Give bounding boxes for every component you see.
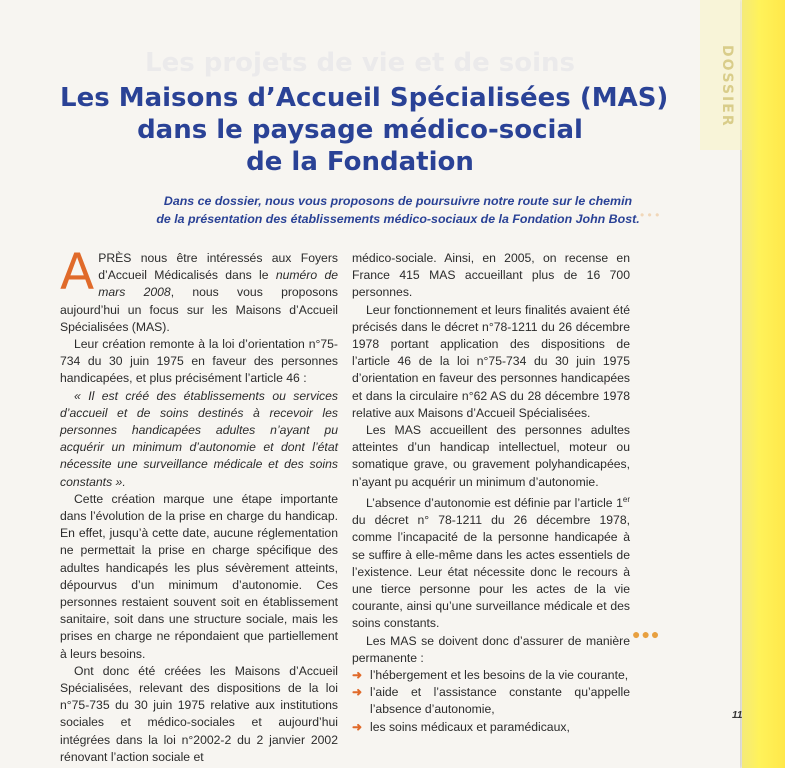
bullet-text: l’hébergement et les besoins de la vie courante,	[370, 667, 629, 682]
paragraph: Ont donc été créées les Maisons d’Accueil Spécialisées, relevant des dispositions de la loi n°75-735 du 30 juin 1975 relative aux institutions sociales et médico-sociales et aujourd’hui intégrées dans la loi n°2002-2 du 2 janvier 2002 rénovant l’action sociale et	[60, 663, 338, 764]
paragraph: Leur fonctionnement et leurs finalités avaient été précisés dans le décret n°78-1211 du 26 décembre 1978 portant application des dispositions de l’article 46 de la loi n°75-734 du 30 juin 1975 d’orientation en faveur des personnes handicapées et dans la circulaire n°62 AS du 28 décembre 1978 relative aux Maisons d’Accueil Spécialisées.	[352, 302, 630, 420]
arrow-icon: ➜	[352, 719, 363, 734]
article-intro	[88, 192, 708, 228]
paragraph: Les MAS accueillent des personnes adultes atteintes d’un handicap intellectuel, moteur ou somatique grave, ou gravement polyhandicapées, n’ayant pu acquérir un minimum d’autonomie.	[352, 423, 630, 489]
text: , nous vous proposons aujourd’hui un focus sur les Maisons d’Accueil Spécialisées (MAS).	[60, 285, 338, 334]
arrow-icon: ➜	[352, 685, 363, 700]
bullet-item	[352, 719, 630, 736]
bullet-text: l’aide et l’assistance constante qu’appelle l’absence d’autonomie,	[370, 685, 630, 717]
article-title	[60, 82, 669, 178]
quote-paragraph: « Il est créé des établissements ou services d’accueil et de soins destinés à recevoir les personnes handicapées adultes n’ayant pu acquérir un minimum d’autonomie et dont l’état nécessite une surveillance médicale et des soins constants ».	[60, 388, 338, 489]
text: PRÈS nous être intéressés aux Foyers d’Accueil Médicalisés dans le	[98, 251, 338, 283]
paragraph: Cette création marque une étape importante dans l’évolution de la prise en charge du handicap. En effet, jusqu’à cette date, aucune réglementation ne permettait la prise en charge spécifique des adultes handicapés les plus sévèrement atteints, dépourvus d’un minimum d’autonomie. Ces personnes restaient souvent soit en établissement sanitaire, soit dans une structure sociale, mais les prises en charge ne répondaient que partiellement à leurs besoins.	[60, 491, 338, 661]
title-line-2: dans le paysage médico-social	[137, 115, 583, 145]
text: L’absence d’autonomie est définie par l’article 1	[366, 495, 623, 510]
title-line-3: de la Fondation	[246, 147, 474, 177]
text: du décret n° 78-1211 du 26 décembre 1978, comme l’incapacité de la personne handicapée à se suffire à elle-même dans les actes essentiels de l’existence. Leur état nécessite donc le recours à une tierce personne pour les actes de la vie courante, ainsi qu’une surveillance médicale et des soins constants.	[352, 513, 630, 631]
paragraph: médico-sociale. Ainsi, en 2005, on recense en France 415 MAS accueillant plus de 16 700 personnes.	[352, 251, 630, 300]
right-column	[352, 250, 630, 736]
bullet-text: les soins médicaux et paramédicaux,	[370, 719, 570, 734]
section-tab-label: DOSSIER	[719, 45, 735, 128]
yellow-edge-band	[742, 0, 785, 768]
bleed-through-heading: Les projets de vie et de soins	[145, 48, 576, 78]
paragraph: Leur création remonte à la loi d’orientation n°75-734 du 30 juin 1975 en faveur des personnes handicapées, et plus précisément l’article 46 :	[60, 337, 338, 386]
decorative-dots-top: • • •	[640, 208, 660, 222]
title-line-1: Les Maisons d’Accueil Spécialisées (MAS)	[60, 83, 669, 113]
superscript: er	[622, 494, 630, 504]
page-number: 11	[732, 710, 743, 721]
drop-cap: A	[60, 243, 95, 301]
paragraph	[60, 243, 338, 336]
paragraph: Les MAS se doivent donc d’assurer de manière permanente :	[352, 633, 630, 665]
decorative-dots-icon: ●●●	[632, 626, 661, 642]
text-emphasis: numéro de mars 2008	[98, 268, 338, 300]
bullet-item	[352, 667, 630, 684]
bullet-item	[352, 684, 630, 718]
intro-line-1: Dans ce dossier, nous vous proposons de poursuivre notre route sur le chemin	[163, 194, 633, 208]
arrow-icon: ➜	[352, 667, 363, 682]
paragraph	[352, 491, 630, 633]
left-column	[60, 243, 338, 766]
intro-line-2: de la présentation des établissements médico-sociaux de la Fondation John Bost.	[156, 212, 640, 226]
